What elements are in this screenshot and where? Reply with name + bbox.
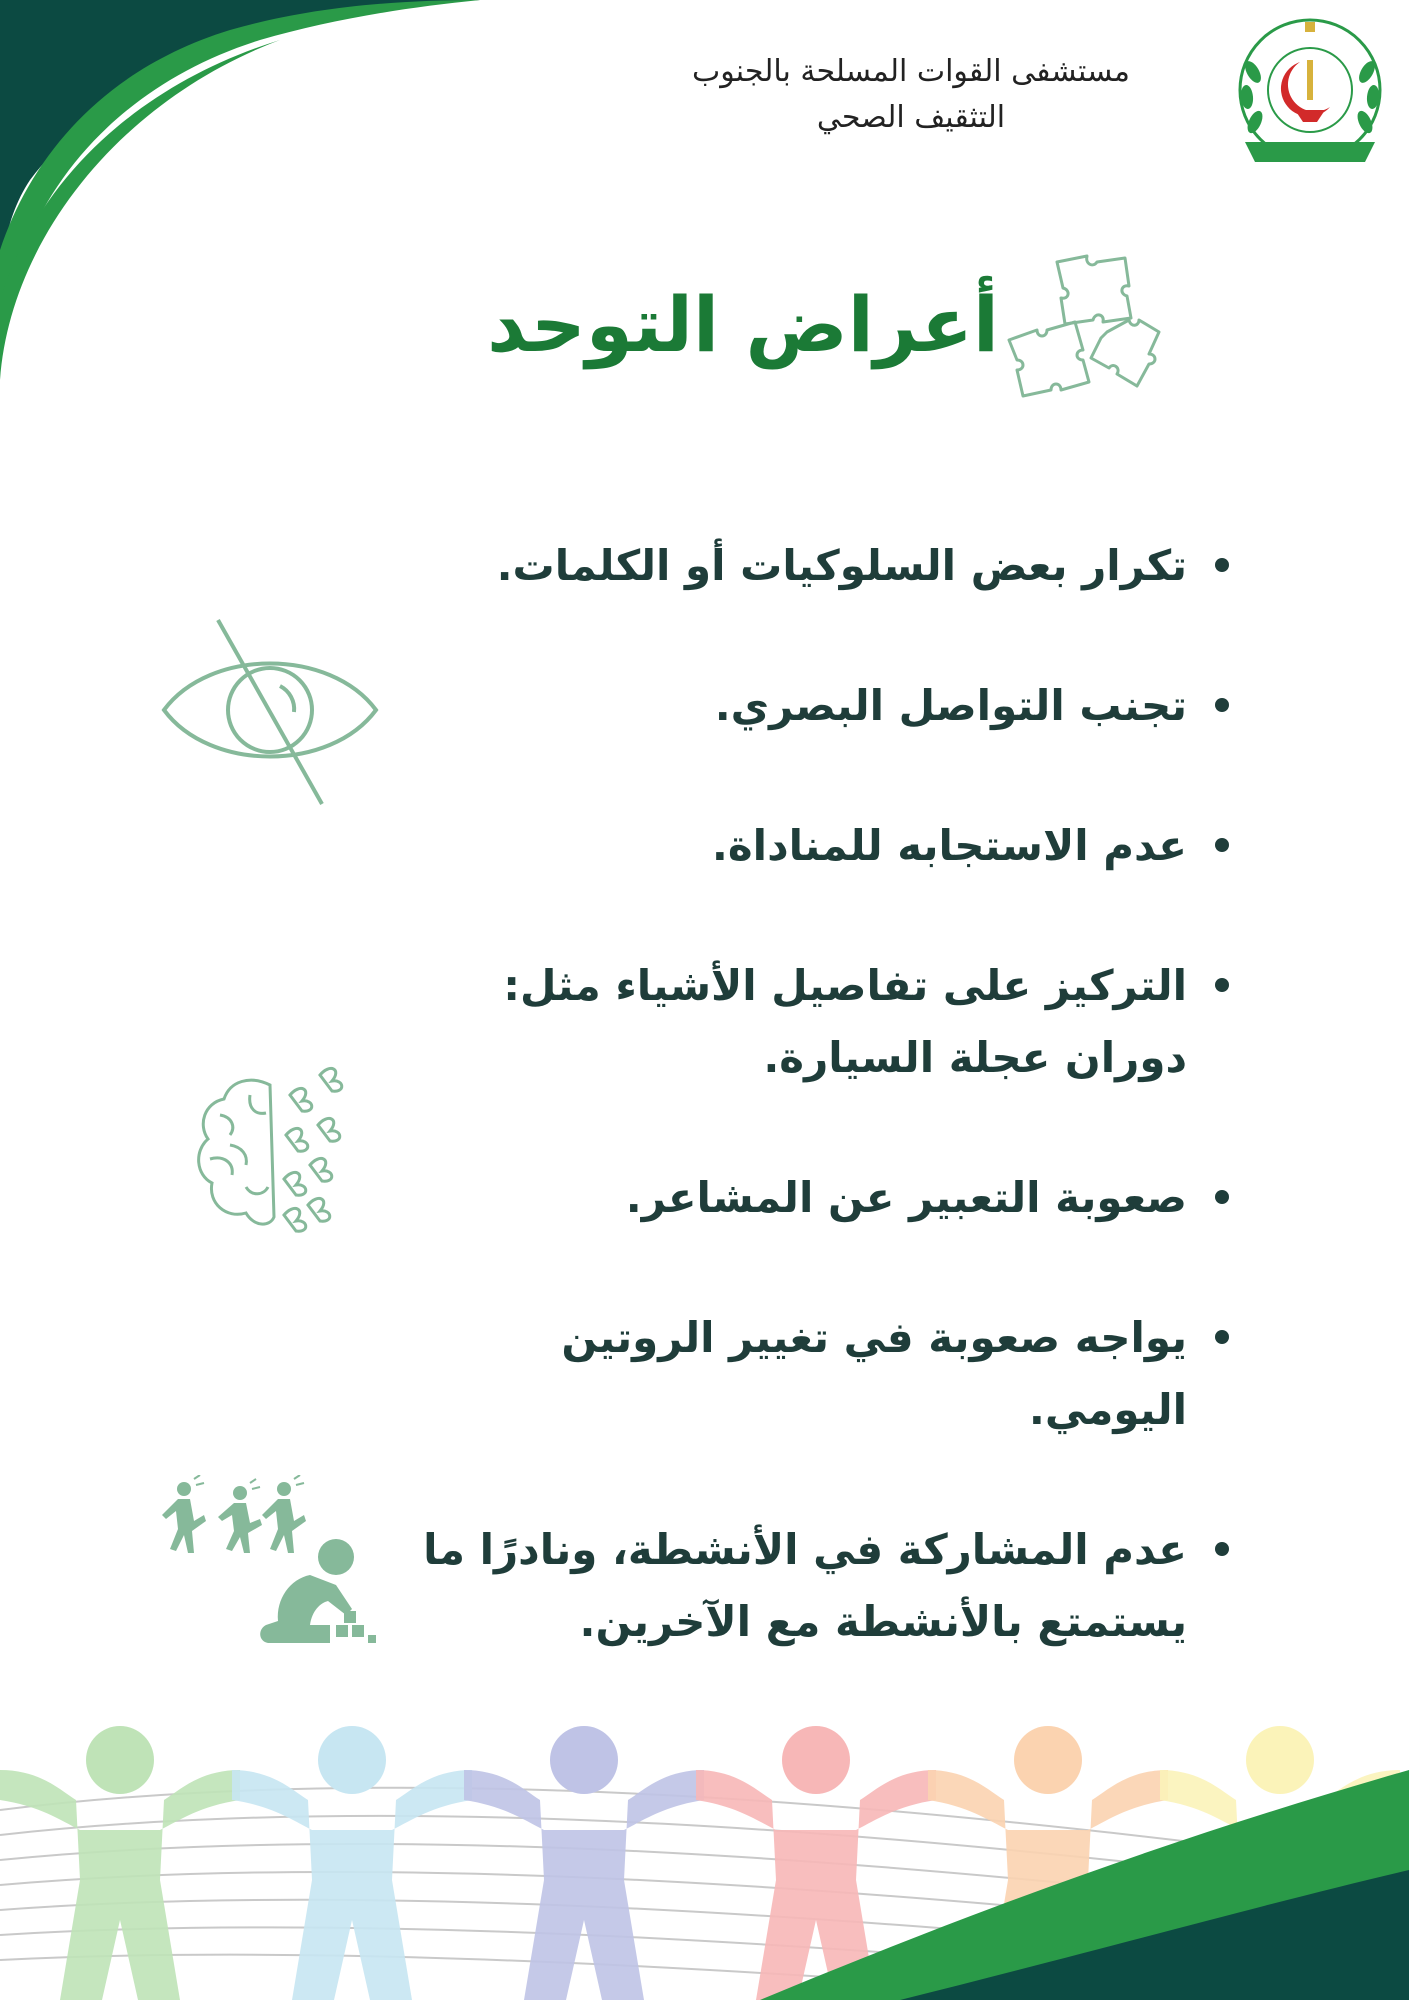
symptom-item: عدم المشاركة في الأنشطة، ونادرًا ما يستمتع بالأنشطة مع الآخرين. xyxy=(389,1514,1229,1658)
symptom-item: تجنب التواصل البصري. xyxy=(389,670,1229,742)
bullet-icon xyxy=(1215,698,1229,712)
symptom-item: صعوبة التعبير عن المشاعر. xyxy=(389,1162,1229,1234)
puzzle-icon xyxy=(997,250,1167,400)
symptom-item: تكرار بعض السلوكيات أو الكلمات. xyxy=(389,530,1229,602)
eye-slash-icon xyxy=(160,618,380,808)
symptom-item: التركيز على تفاصيل الأشياء مثل: دوران عجلة السيارة. xyxy=(389,950,1229,1094)
department-name: التثقيف الصحي xyxy=(816,100,1006,135)
bullet-icon xyxy=(1215,1330,1229,1344)
hospital-name: مستشفى القوات المسلحة بالجنوب xyxy=(692,54,1130,89)
page-title: أعراض التوحد xyxy=(487,280,999,369)
bullet-icon xyxy=(1215,838,1229,852)
bullet-icon xyxy=(1215,1190,1229,1204)
symptom-item: يواجه صعوبة في تغيير الروتين اليومي. xyxy=(389,1302,1229,1446)
symptoms-list xyxy=(389,530,1229,1658)
brain-butterflies-icon xyxy=(190,1055,350,1240)
children-playing-icon xyxy=(160,1475,380,1655)
header xyxy=(611,50,1211,142)
seal-logo xyxy=(1225,12,1395,182)
bullet-icon xyxy=(1215,558,1229,572)
bullet-icon xyxy=(1215,978,1229,992)
bullet-icon xyxy=(1215,1542,1229,1556)
symptom-item: عدم الاستجابه للمناداة. xyxy=(389,810,1229,882)
figure-3 xyxy=(464,1726,704,2000)
